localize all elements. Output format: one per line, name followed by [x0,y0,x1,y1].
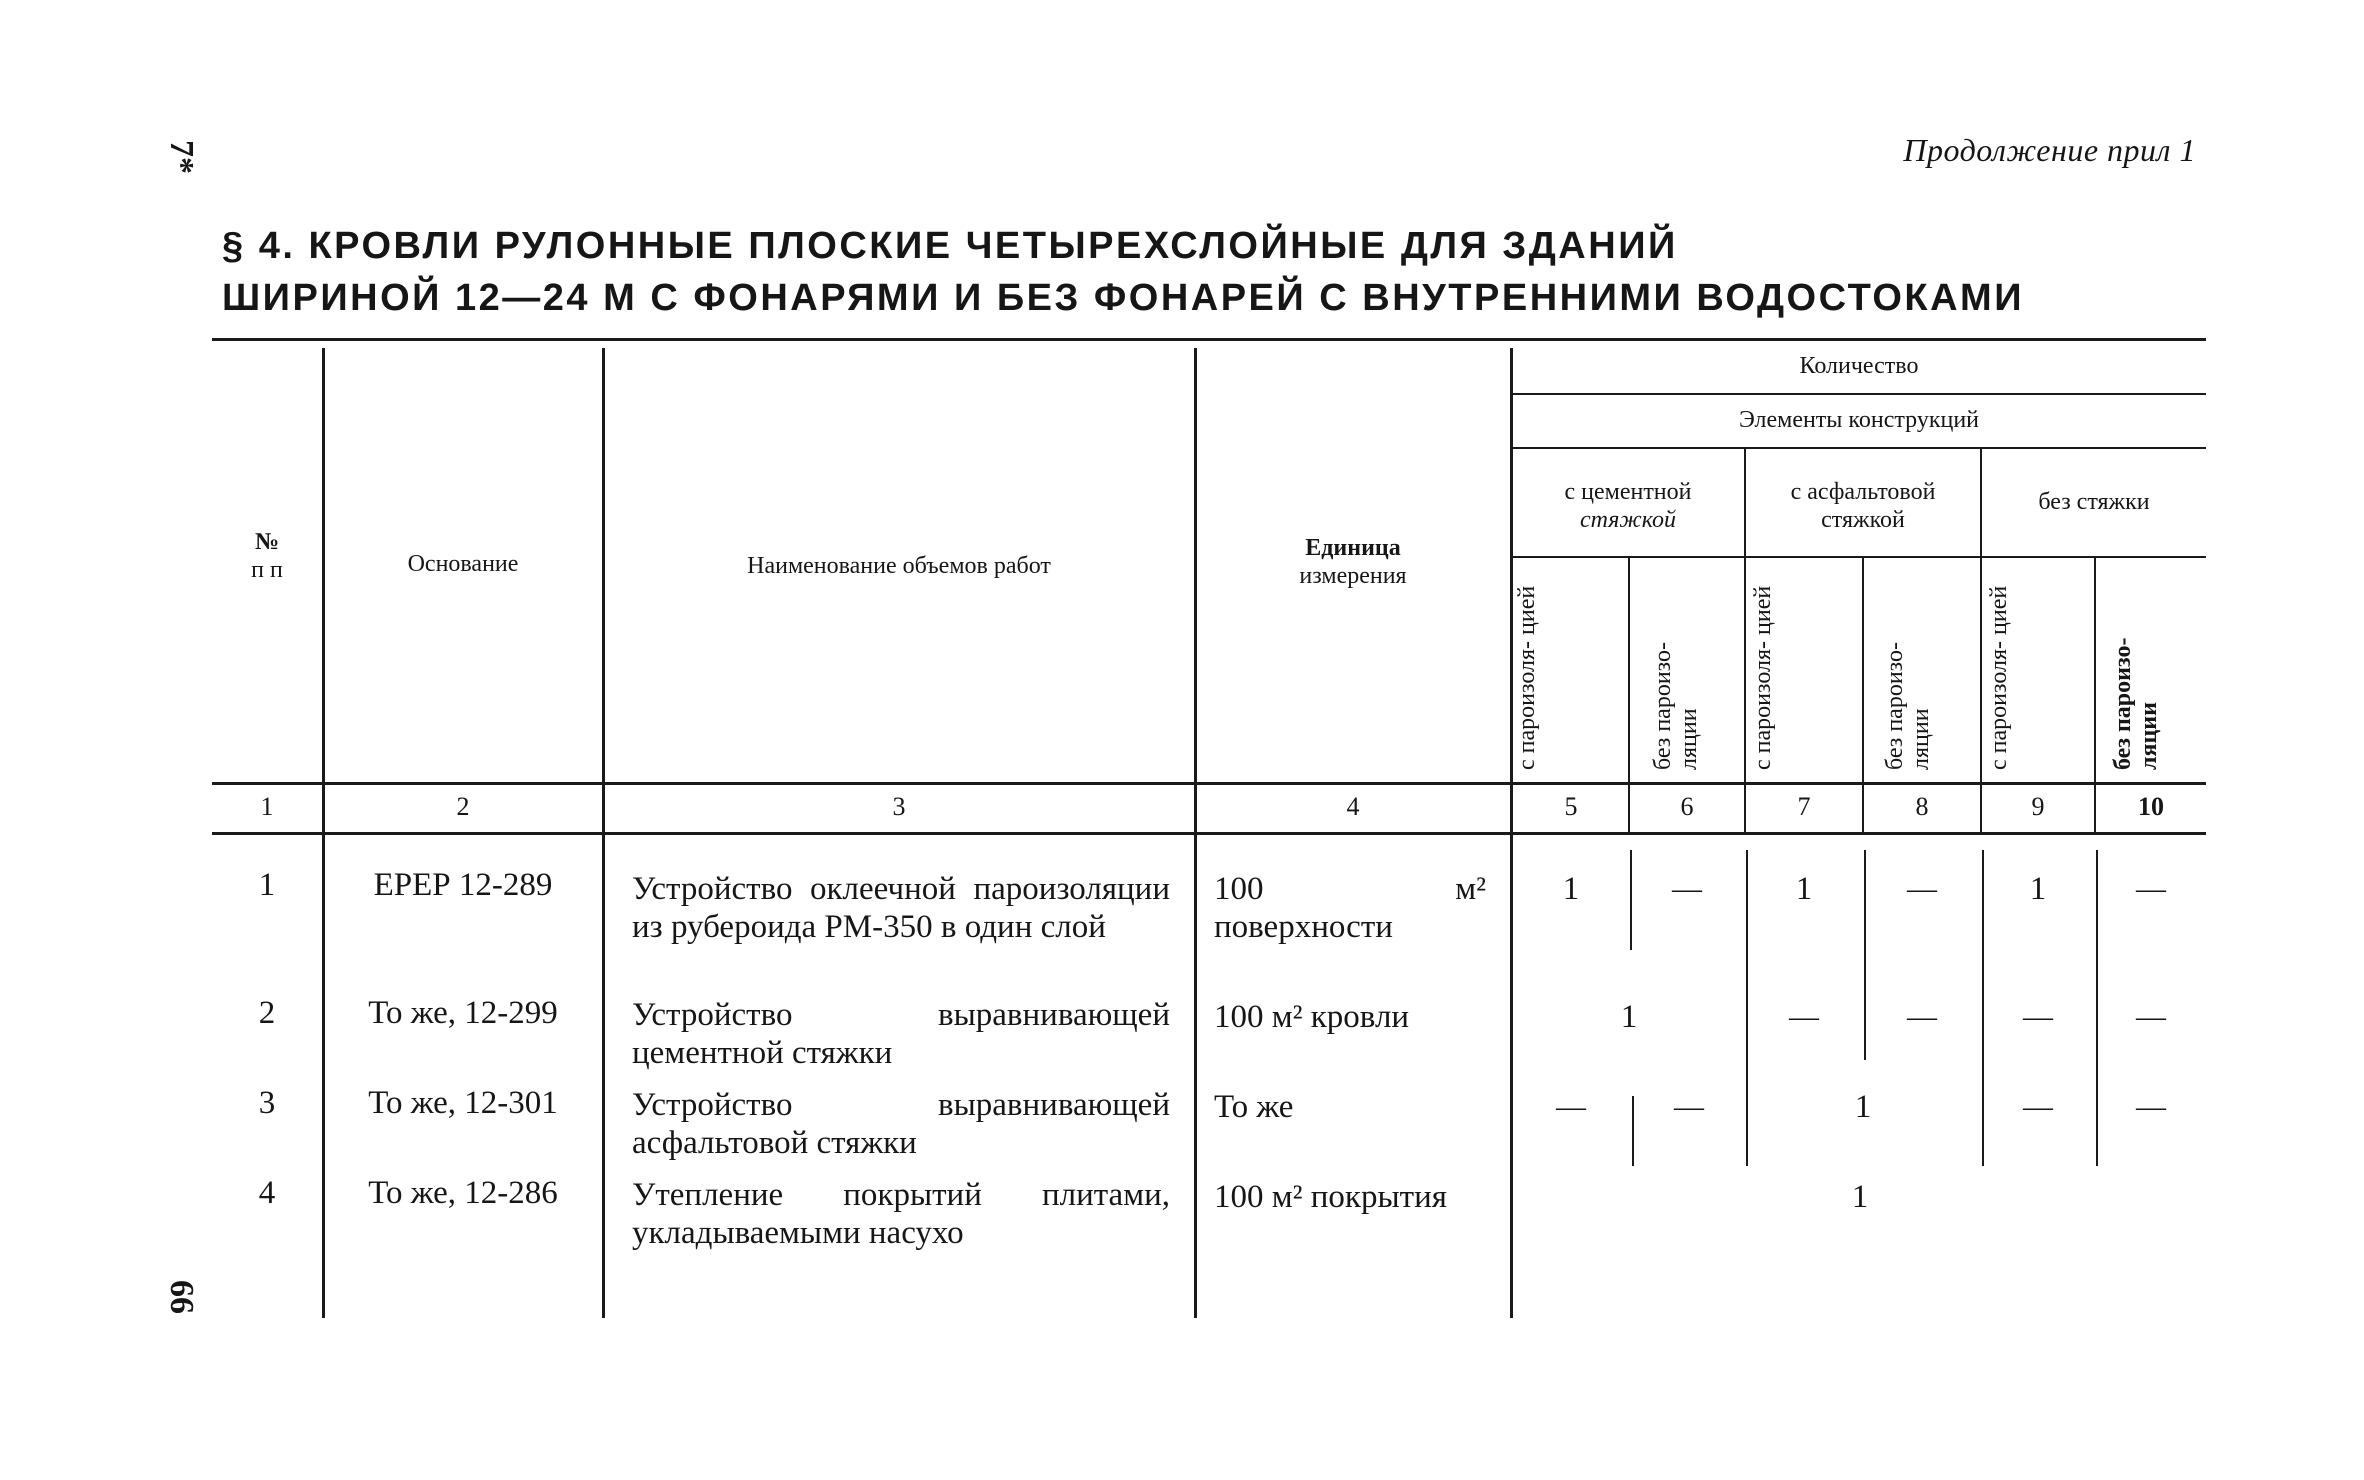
subheader-col8: без пароизо- ляции [1882,642,1934,770]
colnum-9: 9 [2031,792,2045,821]
table-row-3-col10: — [2136,1090,2166,1123]
table-row-1-col5: 1 [1562,871,1580,907]
header-work-name: Наименование объемов работ [747,553,1051,579]
side-page-mark-top: 7* [163,140,200,174]
subheader-col10: без пароизо- ляции [2110,637,2162,770]
table-row-3-col9: — [2023,1090,2053,1123]
table-row-3-basis: То же, 12-301 [368,1085,558,1121]
table-row-1-basis: ЕРЕР 12-289 [373,867,553,903]
table-row-1-col6: — [1672,872,1702,905]
header-group-cement [1514,478,1742,534]
section-title [222,220,2202,324]
subheader-col7: с пароизоля- цией [1750,585,1776,770]
table-row-1-col9: 1 [2029,871,2047,907]
table-row-4-col5-10: 1 [1851,1179,1869,1215]
header-unit [1198,534,1508,590]
group-sep-cement-asphalt [1744,447,1746,835]
header-group-asphalt-line-1: с асфальтовой [1790,479,1936,505]
rule-above-colnums [212,782,2206,785]
section-title-line-1: § 4. КРОВЛИ РУЛОННЫЕ ПЛОСКИЕ ЧЕТЫРЕХСЛОЙНЫЕ ДЛЯ ЗДАНИЙ [222,225,1678,267]
table-row-4-no: 4 [258,1175,276,1211]
table-row-3-no: 3 [258,1085,276,1121]
table-row-1-no: 1 [258,867,276,903]
header-unit-line-1: Единица [1305,535,1401,561]
colnum-4: 4 [1346,792,1360,821]
table-row-2-col9: — [2023,1000,2053,1033]
colnum-6: 6 [1680,792,1694,821]
header-no-symbol: № [254,529,280,555]
table-row-3-col7-8: 1 [1854,1089,1872,1125]
header-group-none: без стяжки [2038,489,2150,515]
section-title-line-2: ШИРИНОЙ 12—24 М С ФОНАРЯМИ И БЕЗ ФОНАРЕЙ С ВНУТРЕННИМИ ВОДОСТОКАМИ [222,277,2025,319]
colnum-2: 2 [456,792,470,821]
subheader-col5: с пароизоля- цией [1514,585,1540,770]
table-row-1-work: Устройство оклеечной пароизоляции из рубероида РМ-350 в один слой [632,871,1170,945]
header-unit-line-2: измерения [1299,563,1407,589]
table-row-4-unit: 100 м² покрытия [1214,1179,1447,1215]
header-basis: Основание [407,551,519,577]
table-row-4-basis: То же, 12-286 [368,1175,558,1211]
col-sep-2-3 [602,348,605,1318]
header-elements: Элементы конструкций [1738,407,1980,433]
table-row-2-basis: То же, 12-299 [368,995,558,1031]
header-no-label: п п [251,557,283,583]
table-row-3-col6: — [1674,1090,1704,1123]
header-group-cement-line-1: с цементной [1564,479,1692,505]
rule-under-groups [1512,556,2206,558]
table-row-4-work: Утепление покрытий плитами, укладываемыми насухо [632,1177,1170,1251]
table-row-2-col7: — [1789,1000,1819,1033]
col-sep-4-5 [1510,348,1513,1318]
table-row-1-col8: — [1907,872,1937,905]
table-row-2-col5-6: 1 [1620,999,1638,1035]
col-sep-1-2 [322,348,325,1318]
table-row-3-col5: — [1556,1090,1586,1123]
rule-below-colnums [212,832,2206,835]
header-quantity: Количество [1799,353,1919,379]
col-sep-3-4 [1194,348,1197,1318]
rule-under-quantity [1512,393,2206,395]
table-row-2-col10: — [2136,1000,2166,1033]
colnum-8: 8 [1915,792,1929,821]
colnum-10: 10 [2138,792,2164,821]
header-no [214,528,320,584]
table-row-2-no: 2 [258,995,276,1031]
colnum-1: 1 [260,792,274,821]
table-row-2-col8: — [1907,1000,1937,1033]
rule-under-elements [1512,447,2206,449]
header-group-asphalt [1748,478,1978,534]
colnum-3: 3 [892,792,906,821]
table-row-2-unit: 100 м² кровли [1214,999,1410,1035]
table-row-3-work: Устройство выравнивающей асфальтовой стяжки [632,1087,1170,1161]
table-top-rule [212,338,2206,341]
table-row-1-col10: — [2136,872,2166,905]
table-row-2-work: Устройство выравнивающей цементной стяжки [632,997,1170,1071]
subheader-col9: с пароизоля- цией [1986,585,2012,770]
group-sep-asphalt-none [1980,447,1982,835]
table-row-1-col7: 1 [1795,871,1813,907]
table-row-3-unit: То же [1214,1089,1294,1125]
continuation-note: Продолжение прил 1 [1903,132,2196,168]
side-page-number: 66 [163,1280,200,1314]
subheader-col6: без пароизо- ляции [1650,642,1702,770]
colnum-5: 5 [1564,792,1578,821]
colnum-7: 7 [1797,792,1811,821]
header-group-asphalt-line-2: стяжкой [1821,507,1905,533]
table-row-1-unit: 100 м² поверхности [1214,871,1486,945]
header-group-cement-line-2: стяжкой [1579,507,1677,533]
